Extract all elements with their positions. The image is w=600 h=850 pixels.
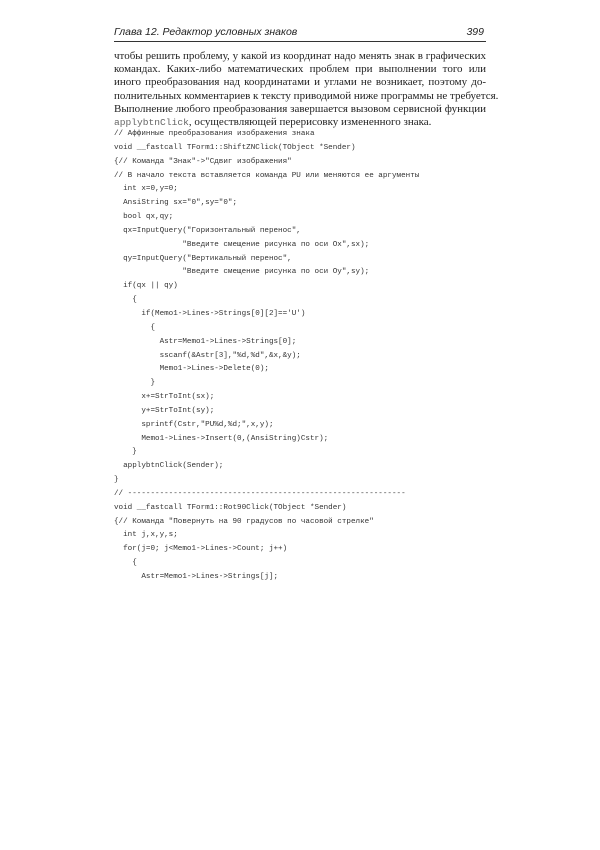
code-line: {// Команда "Знак"->"Сдвиг изображения" xyxy=(114,157,292,166)
paragraph-line: командах. Каких-либо математических проблем при выполнении того или xyxy=(114,63,486,76)
paragraph-line: иного преобразования над координатами и углами не возникает, поэтому до- xyxy=(114,76,486,89)
code-line: sprintf(Cstr,"PU%d,%d;",x,y); xyxy=(114,420,274,429)
page-number: 399 xyxy=(466,26,484,38)
code-line: } xyxy=(114,448,137,457)
code-line: } xyxy=(114,379,156,388)
running-header xyxy=(114,25,486,42)
inline-code: applybtnClick xyxy=(114,117,189,129)
code-line: y+=StrToInt(sy); xyxy=(114,406,215,415)
code-line: } xyxy=(114,476,119,485)
code-line: void __fastcall TForm1::Rot90Click(TObject *Sender) xyxy=(114,503,347,512)
code-line: Memo1->Lines->Delete(0); xyxy=(114,365,269,374)
code-line: // В начало текста вставляется команда PU или меняются ее аргументы xyxy=(114,171,420,180)
code-line: if(qx || qy) xyxy=(114,282,178,291)
code-line: // Аффинные преобразования изображения знака xyxy=(114,130,315,138)
code-line: qx=InputQuery("Горизонтальный перенос", xyxy=(114,226,301,235)
code-line: void __fastcall TForm1::ShiftZNClick(TObject *Sender) xyxy=(114,143,356,152)
code-line: applybtnClick(Sender); xyxy=(114,462,224,471)
code-line: bool qx,qy; xyxy=(114,213,174,222)
code-line: {// Команда "Повернуть на 90 градусов по часовой стрелке" xyxy=(114,517,374,526)
code-line: Astr=Memo1->Lines->Strings[0]; xyxy=(114,337,297,346)
code-line: x+=StrToInt(sx); xyxy=(114,393,215,402)
code-line: sscanf(&Astr[3],"%d,%d",&x,&y); xyxy=(114,351,301,360)
code-line: // ------------------------------------------------------------- xyxy=(114,489,406,498)
paragraph-tail: , осуществляющей перерисовку измененного знака. xyxy=(188,116,432,129)
code-listing xyxy=(114,128,486,585)
paragraph-line: Выполнение любого преобразования завершается вызовом сервисной функции xyxy=(114,102,486,115)
body-paragraph xyxy=(114,50,499,129)
code-line: int x=0,y=0; xyxy=(114,185,178,194)
code-line: Astr=Memo1->Lines->Strings[j]; xyxy=(114,573,279,581)
code-line: if(Memo1->Lines->Strings[0][2]=='U') xyxy=(114,309,306,318)
code-line: AnsiString sx="0",sy="0"; xyxy=(114,199,238,208)
code-line: for(j=0; j<Memo1->Lines->Count; j++) xyxy=(114,545,288,554)
code-line: Memo1->Lines->Insert(0,(AnsiString)Cstr); xyxy=(114,434,329,443)
paragraph-line: чтобы решить проблему, у какой из координат надо менять знак в графических xyxy=(114,50,486,62)
code-line: "Введите смещение рисунка по оси Oy",sy); xyxy=(114,268,370,277)
paragraph-line: полнительных комментариев к тексту приводимой ниже программы не требуется. xyxy=(114,89,499,102)
chapter-title: Глава 12. Редактор условных знаков xyxy=(114,26,298,38)
code-line: { xyxy=(114,296,137,305)
code-line: int j,x,y,s; xyxy=(114,531,178,540)
code-line: { xyxy=(114,323,156,332)
code-line: qy=InputQuery("Вертикальный перенос", xyxy=(114,254,292,263)
code-line: "Введите смещение рисунка по оси Ox",sx); xyxy=(114,240,370,249)
code-line: { xyxy=(114,559,137,568)
